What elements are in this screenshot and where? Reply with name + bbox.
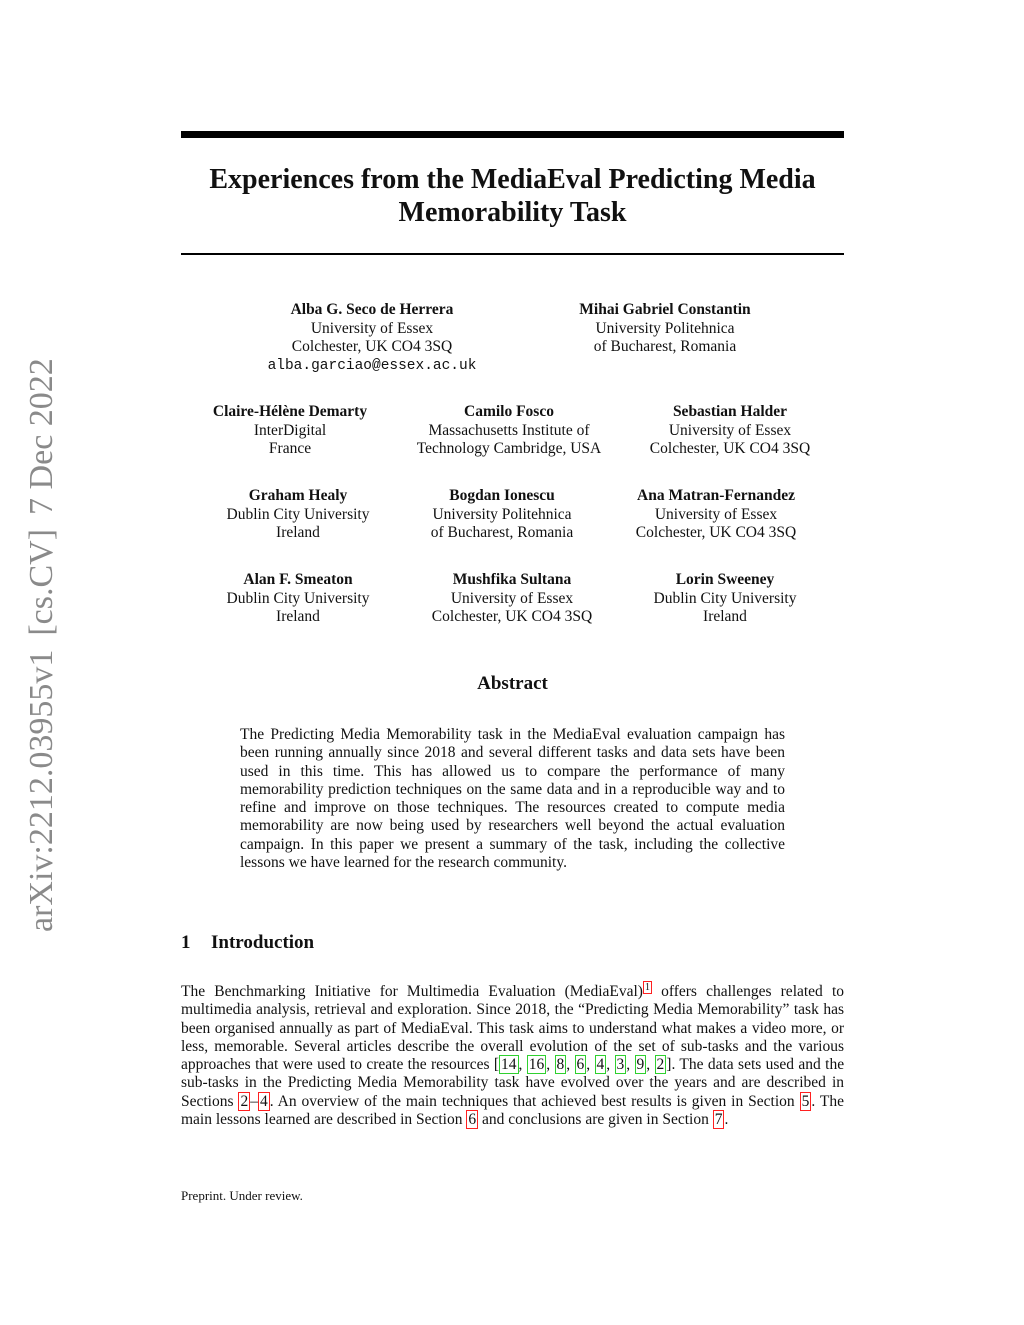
author-affiliation: University Politehnica	[595, 319, 735, 337]
author-affiliation: Colchester, UK CO4 3SQ	[649, 440, 811, 457]
text-run: offers challenges related to multimedia analysis, retrieval and exploration. Since 2018, the “Predicting Media Memorability” task has been organised annually as part of MediaEval. This task aims to understand what makes a video more, or less, memorable. Several articles describe the overall evolution of the set of sub-tasks and the various approaches that were used to create the resources [	[181, 983, 844, 1074]
citation-link[interactable]: 2	[656, 1056, 665, 1074]
section-ref-link[interactable]: 4	[259, 1092, 268, 1110]
author-affiliation: Ireland	[276, 524, 320, 541]
section-heading-introduction	[181, 932, 314, 954]
author-block	[392, 571, 632, 627]
text-run: .	[724, 1111, 729, 1129]
author-affiliation: University of Essex	[310, 319, 434, 337]
author-block	[605, 571, 845, 627]
abstract-heading: Abstract	[477, 673, 548, 694]
citation-link[interactable]: 3	[616, 1056, 625, 1074]
author-affiliation: France	[268, 440, 312, 457]
citation-link[interactable]: 16	[528, 1056, 545, 1074]
author-name: Sebastian Halder	[672, 403, 788, 420]
section-ref-link[interactable]: 6	[468, 1111, 477, 1129]
section-number: 1	[181, 932, 191, 953]
footnote-link[interactable]: 1	[644, 981, 650, 993]
author-affiliation: Ireland	[703, 608, 747, 625]
citation-link[interactable]: 4	[596, 1056, 605, 1074]
text-run: ]. The data sets used and the sub-tasks in the Predicting Media Memorability task have evolved over the years and are described in Sections	[181, 1056, 845, 1110]
author-name: Bogdan Ionescu	[449, 487, 555, 504]
author-name: Claire-Hélène Demarty	[212, 403, 368, 420]
author-block	[545, 301, 785, 357]
author-affiliation: of Bucharest, Romania	[430, 524, 574, 541]
author-affiliation: University Politehnica	[432, 505, 572, 523]
author-name: Camilo Fosco	[464, 403, 554, 420]
introduction-paragraph: The Benchmarking Initiative for Multimedia Evaluation (MediaEval) $^1$ offers challenges related to multimedia analysis, retrieval and exploration. Since 2018, the “Predicting Media Memorability” task has been organised annually as part of MediaEval. This task aims to understand what makes a video more, or less, memorable. Several articles describe the overall evolution of the set of sub-tasks and the various approaches that were used to create the resources [ 14 , 16 , 8 , 6 , 4 , 3 , 9 , 2 ]. The data sets used and the sub-tasks in the Predicting Media Memorability task have evolved over the years and are described in Sections 2 – 4 . An overview of the main techniques that achieved best results is given in Section 5 . The main lessons learned are described in Section 6 and conclusions are given in Section 7 .	[181, 981, 845, 1129]
author-email[interactable]: alba.garciao@essex.ac.uk	[267, 357, 477, 374]
author-affiliation: Dublin City University	[653, 589, 797, 607]
author-affiliation: Technology Cambridge, USA	[416, 440, 602, 457]
arxiv-id: arXiv:2212.03955v1	[23, 649, 60, 932]
author-block	[178, 571, 418, 627]
preprint-footer: Preprint. Under review.	[181, 1188, 303, 1203]
text-run: The Benchmarking Initiative for Multimedia Evaluation (MediaEval)	[181, 983, 643, 1000]
citation-link[interactable]: 9	[636, 1056, 645, 1074]
section-ref-link[interactable]: 2	[240, 1092, 249, 1110]
arxiv-stamp	[22, 352, 62, 932]
arxiv-category: [cs.CV]	[23, 528, 60, 636]
author-affiliation: Colchester, UK CO4 3SQ	[431, 608, 593, 625]
author-affiliation: University of Essex	[668, 421, 792, 439]
author-affiliation: Colchester, UK CO4 3SQ	[635, 524, 797, 541]
citation-link[interactable]: 6	[576, 1056, 585, 1074]
author-affiliation: Colchester, UK CO4 3SQ	[291, 338, 453, 355]
author-name: Graham Healy	[248, 487, 348, 504]
author-affiliation: Dublin City University	[226, 505, 370, 523]
author-name: Mihai Gabriel Constantin	[579, 301, 751, 318]
author-name: Alba G. Seco de Herrera	[290, 301, 454, 318]
author-block	[382, 487, 622, 543]
author-affiliation: of Bucharest, Romania	[593, 338, 737, 355]
text-run: and conclusions are given in Section	[478, 1111, 713, 1129]
author-affiliation: University of Essex	[450, 589, 574, 607]
paper-title: Experiences from the MediaEval Predicting Media Memorability Task	[209, 164, 816, 228]
text-run: –	[250, 1092, 258, 1110]
section-title: Introduction	[211, 932, 315, 953]
author-block	[389, 403, 629, 459]
author-name: Mushfika Sultana	[452, 571, 572, 588]
author-name: Lorin Sweeney	[675, 571, 775, 588]
arxiv-date: 7 Dec 2022	[23, 358, 60, 515]
title-rule-bottom	[181, 253, 844, 255]
text-run: . The main lessons learned are described in Section	[181, 1092, 844, 1129]
title-rule-top	[181, 131, 844, 138]
author-affiliation: Ireland	[276, 608, 320, 625]
author-block	[596, 487, 836, 543]
author-affiliation: University of Essex	[654, 505, 778, 523]
section-ref-link[interactable]: 5	[801, 1092, 810, 1110]
author-block	[610, 403, 850, 459]
citation-link[interactable]: 8	[556, 1056, 565, 1074]
abstract-text: The Predicting Media Memorability task in the MediaEval evaluation campaign has been running annually since 2018 and several different tasks and data sets have been used in this time. This has allowed us to compare the performance of many memorability prediction techniques on the same data and in a reproducible way and to refine and improve on those techniques. The resources created to compute media memorability are now being used by researchers well beyond the actual evaluation campaign. In this paper we present a summary of the task, including the collective lessons we have learned for the research community.	[240, 726, 785, 872]
citation-link[interactable]: 14	[501, 1056, 517, 1074]
author-name: Ana Matran-Fernandez	[637, 487, 795, 504]
author-affiliation: Dublin City University	[226, 589, 370, 607]
author-affiliation: Massachusetts Institute of	[428, 421, 590, 439]
author-block	[170, 403, 410, 459]
author-affiliation: InterDigital	[253, 421, 327, 439]
section-ref-link[interactable]: 7	[714, 1111, 723, 1129]
author-block	[252, 301, 492, 375]
text-run: . An overview of the main techniques that achieved best results is given in Section	[269, 1092, 800, 1110]
author-name: Alan F. Smeaton	[243, 571, 353, 588]
